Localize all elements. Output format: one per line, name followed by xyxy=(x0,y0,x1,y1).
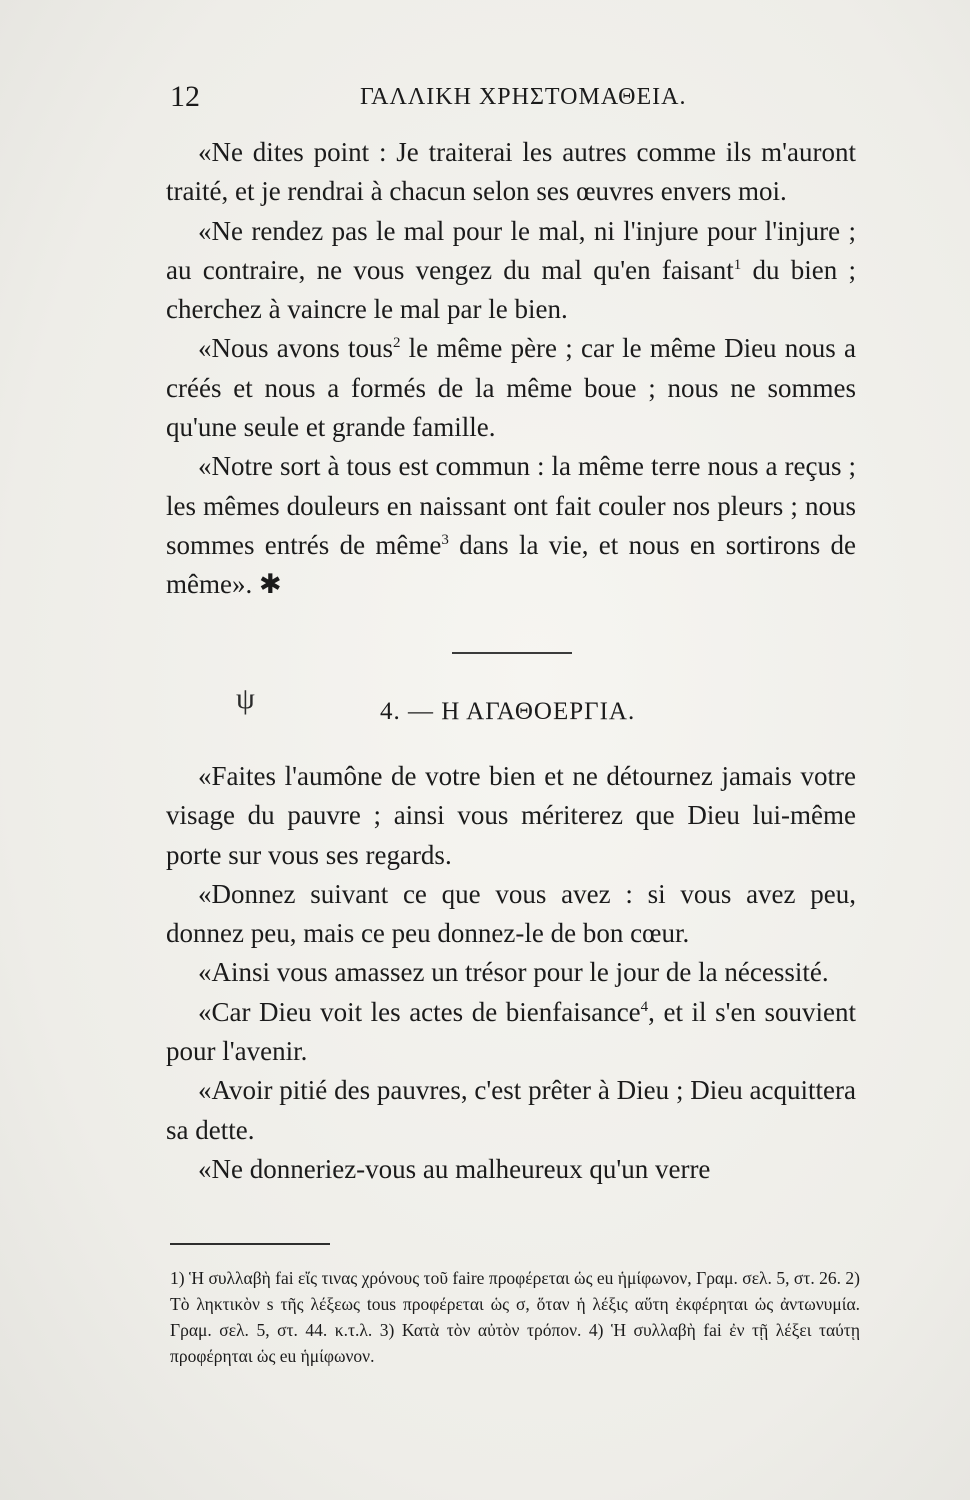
section-2-text xyxy=(166,757,856,1189)
page-number: 12 xyxy=(170,80,200,113)
paragraph: «Ne rendez pas le mal pour le mal, ni l'injure pour l'injure ; au contraire, ne vous vengez du mal qu'en faisant$^1$ du bien ; cherchez à vaincre le mal par le bien. xyxy=(166,215,856,325)
paragraph: «Ainsi vous amassez un trésor pour le jour de la nécessité. xyxy=(198,957,829,988)
running-title: ΓΑΛΛΙΚΗ ΧΡΗΣΤΟΜΑΘΕΙΑ. xyxy=(360,84,687,110)
section-1-text xyxy=(166,133,856,605)
paragraph: «Ne donneriez-vous au malheureux qu'un verre xyxy=(198,1153,711,1184)
paragraph: «Nous avons tous$^2$ le même père ; car le même Dieu nous a créés et nous a formés de la même boue ; nous ne sommes qu'une seule et grande famille. xyxy=(166,333,856,443)
paragraph: «Faites l'aumône de votre bien et ne détournez jamais votre visage du pauvre ; ainsi vous mériterez que Dieu lui-même porte sur vous ses regards. xyxy=(166,761,856,870)
footnote-ref: 1 xyxy=(733,256,742,273)
ink-mark: ✱ xyxy=(258,569,282,600)
footnote-ref: 2 xyxy=(392,335,401,352)
handwritten-mark: ψ xyxy=(236,682,255,715)
footnote-rule xyxy=(170,1243,330,1245)
paragraph: «Avoir pitié des pauvres, c'est prêter à Dieu ; Dieu acquittera sa dette. xyxy=(166,1075,856,1145)
section-divider xyxy=(452,652,572,654)
section-heading: 4. — Η ΑΓΑΘΟΕΡΓΙΑ. xyxy=(380,698,636,725)
paragraph: «Donnez suivant ce que vous avez : si vous avez peu, donnez peu, mais ce peu donnez-le de bon cœur. xyxy=(166,878,856,949)
footnote-text: 1) Ἡ συλλαβὴ fai εἴς τινας χρόνους τοῦ faire προφέρεται ὡς eu ἡμίφωνον, Γραμ. σελ. 5, στ. 26. 2) Τὸ ληκτικὸν s τῆς λέξεως tous προφέρεται ὡς σ, ὅταν ἡ λέξις αὕτη ἐκφέρηται ὡς ἀντωνυμία. Γραμ. σελ. 5, στ. 44. κ.τ.λ. 3) Κατὰ τὸν αὐτὸν τρόπον. 4) Ἡ συλλαβὴ fai ἐν τῇ λέξει ταύτῃ προφέρηται ὡς eu ἡμίφωνον. xyxy=(170,1268,860,1366)
footnote-ref: 3 xyxy=(441,531,449,548)
paragraph: «Ne dites point : Je traiterai les autres comme ils m'auront traité, et je rendrai à chacun selon ses œuvres envers moi. xyxy=(166,137,856,207)
footnotes xyxy=(170,1265,860,1369)
paragraph: «Notre sort à tous est commun : la même terre nous a reçus ; les mêmes douleurs en naissant ont fait couler nos pleurs ; nous sommes entrés de même$^3$ dans la vie, et nous en sortirons de même». ✱ xyxy=(166,451,856,600)
footnote-ref: 4 xyxy=(640,998,649,1015)
paragraph: «Car Dieu voit les actes de bienfaisance$^4$, et il s'en souvient pour l'avenir. xyxy=(166,996,856,1067)
page-header xyxy=(170,80,860,120)
